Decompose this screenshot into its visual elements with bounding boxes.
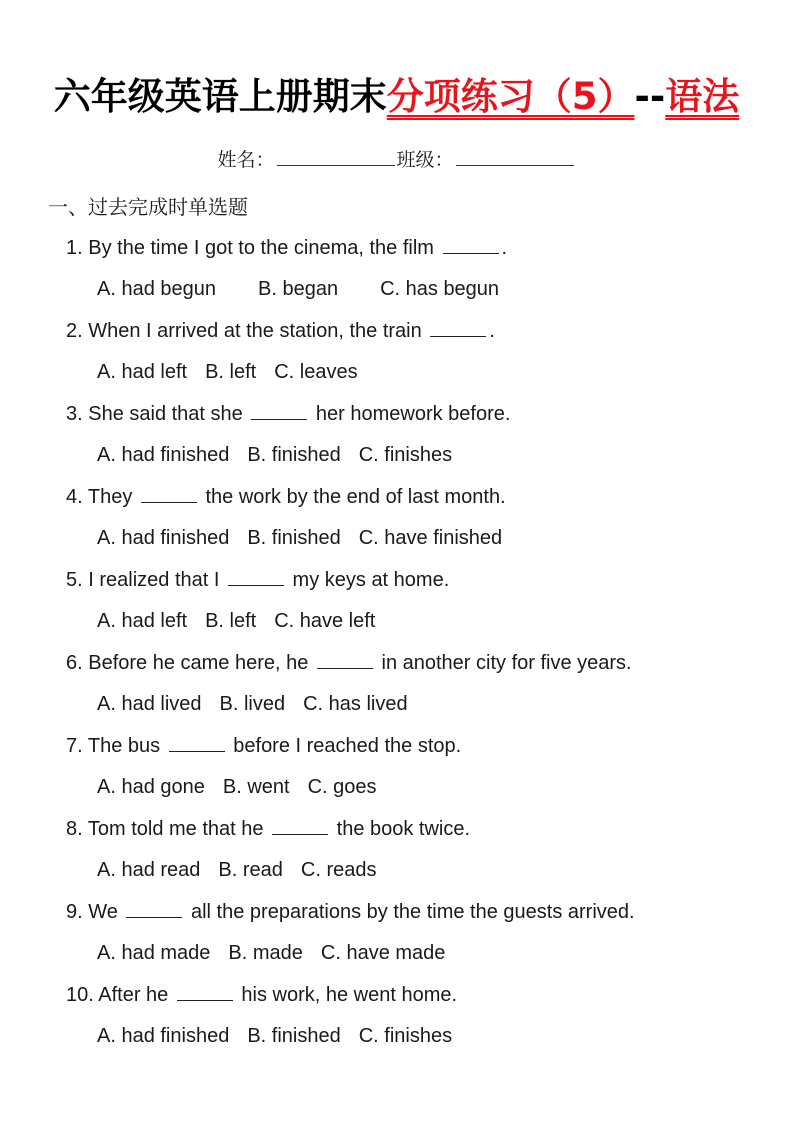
option-c[interactable]: C. leaves xyxy=(274,361,358,383)
question-text-post: . xyxy=(501,237,508,259)
question-text-pre: 7. The bus xyxy=(66,735,166,757)
section-heading: 一、过去完成时单选题 xyxy=(48,195,248,219)
class-field[interactable] xyxy=(456,145,574,166)
options-line xyxy=(66,524,766,552)
question-item xyxy=(66,898,766,981)
option-c[interactable]: C. reads xyxy=(300,859,377,881)
question-item xyxy=(66,483,766,566)
name-field[interactable] xyxy=(277,145,395,166)
option-b[interactable]: B. finished xyxy=(247,444,341,466)
option-b[interactable]: B. left xyxy=(205,610,257,632)
question-text-pre: 4. They xyxy=(66,486,138,508)
question-text-pre: 5. I realized that I xyxy=(66,569,225,591)
option-b[interactable]: B. read xyxy=(218,859,283,881)
options-line xyxy=(66,358,766,386)
title-dash: -- xyxy=(634,75,666,118)
question-item xyxy=(66,649,766,732)
title-red-part: 分项练习（5） xyxy=(386,75,635,118)
question-item xyxy=(66,234,766,317)
answer-blank[interactable] xyxy=(177,982,233,1001)
question-item xyxy=(66,732,766,815)
question-text-pre: 10. After he xyxy=(66,984,174,1006)
option-a[interactable]: A. had left xyxy=(97,361,188,383)
option-b[interactable]: B. went xyxy=(222,776,290,798)
answer-blank[interactable] xyxy=(169,733,225,752)
question-text xyxy=(66,815,766,856)
options-line xyxy=(66,939,766,967)
options-line xyxy=(66,275,766,303)
option-a[interactable]: A. had finished xyxy=(97,527,230,549)
question-text xyxy=(66,234,766,275)
page-title xyxy=(0,72,793,122)
title-red-part-2: 语法 xyxy=(665,75,740,118)
question-text xyxy=(66,400,766,441)
options-line xyxy=(66,1022,766,1050)
option-a[interactable]: A. had gone xyxy=(97,776,205,798)
option-c[interactable]: C. have made xyxy=(320,942,446,964)
question-item xyxy=(66,981,766,1064)
title-black-part: 六年级英语上册期末 xyxy=(53,75,387,118)
question-text xyxy=(66,317,766,358)
question-list xyxy=(66,234,766,1064)
option-a[interactable]: A. had begun xyxy=(97,278,216,300)
answer-blank[interactable] xyxy=(430,318,486,337)
option-b[interactable]: B. finished xyxy=(247,527,341,549)
question-text xyxy=(66,649,766,690)
question-item xyxy=(66,317,766,400)
name-label: 姓名： xyxy=(217,149,275,171)
options-line xyxy=(66,441,766,469)
option-c[interactable]: C. goes xyxy=(307,776,377,798)
student-info-line xyxy=(0,145,793,174)
option-b[interactable]: B. lived xyxy=(219,693,286,715)
question-text-post: . xyxy=(489,320,495,342)
options-line xyxy=(66,607,766,635)
answer-blank[interactable] xyxy=(228,567,284,586)
question-text-post: all the preparations by the time the guests arrived. xyxy=(185,901,635,923)
question-text-post: in another city for five years. xyxy=(375,652,632,674)
question-text-pre: 2. When I arrived at the station, the train xyxy=(66,320,428,342)
answer-blank[interactable] xyxy=(443,235,499,254)
option-a[interactable]: A. had left xyxy=(97,610,188,632)
question-text xyxy=(66,981,766,1022)
question-text-pre: 8. Tom told me that he xyxy=(66,818,270,840)
question-text xyxy=(66,483,766,524)
question-item xyxy=(66,815,766,898)
question-text-post: before I reached the stop. xyxy=(227,735,462,757)
question-text-pre: 9. We xyxy=(66,901,124,923)
option-b[interactable]: B. finished xyxy=(247,1025,341,1047)
options-line xyxy=(66,690,766,718)
question-text-post: his work, he went home. xyxy=(235,984,458,1006)
option-c[interactable]: C. has begun xyxy=(380,278,500,300)
question-text-post: the book twice. xyxy=(331,818,471,840)
option-c[interactable]: C. has lived xyxy=(303,693,408,715)
question-text-post: her homework before. xyxy=(310,403,511,425)
option-c[interactable]: C. finishes xyxy=(358,444,453,466)
question-item xyxy=(66,400,766,483)
option-a[interactable]: A. had made xyxy=(97,942,211,964)
options-line xyxy=(66,856,766,884)
question-text-post: the work by the end of last month. xyxy=(199,486,506,508)
option-c[interactable]: C. finishes xyxy=(358,1025,453,1047)
option-b[interactable]: B. began xyxy=(258,278,339,300)
answer-blank[interactable] xyxy=(141,484,197,503)
question-text-pre: 1. By the time I got to the cinema, the film xyxy=(66,237,440,259)
question-item xyxy=(66,566,766,649)
answer-blank[interactable] xyxy=(251,401,307,420)
option-c[interactable]: C. have finished xyxy=(358,527,503,549)
question-text-pre: 6. Before he came here, he xyxy=(66,652,314,674)
question-text-pre: 3. She said that she xyxy=(66,403,249,425)
answer-blank[interactable] xyxy=(126,899,182,918)
question-text xyxy=(66,898,766,939)
option-c[interactable]: C. have left xyxy=(274,610,376,632)
option-a[interactable]: A. had finished xyxy=(97,444,230,466)
option-b[interactable]: B. made xyxy=(228,942,303,964)
answer-blank[interactable] xyxy=(317,650,373,669)
question-text xyxy=(66,732,766,773)
question-text-post: my keys at home. xyxy=(286,569,450,591)
option-b[interactable]: B. left xyxy=(205,361,257,383)
option-a[interactable]: A. had lived xyxy=(97,693,202,715)
class-label: 班级： xyxy=(396,149,454,171)
answer-blank[interactable] xyxy=(272,816,328,835)
question-text xyxy=(66,566,766,607)
option-a[interactable]: A. had finished xyxy=(97,1025,230,1047)
options-line xyxy=(66,773,766,801)
option-a[interactable]: A. had read xyxy=(97,859,201,881)
